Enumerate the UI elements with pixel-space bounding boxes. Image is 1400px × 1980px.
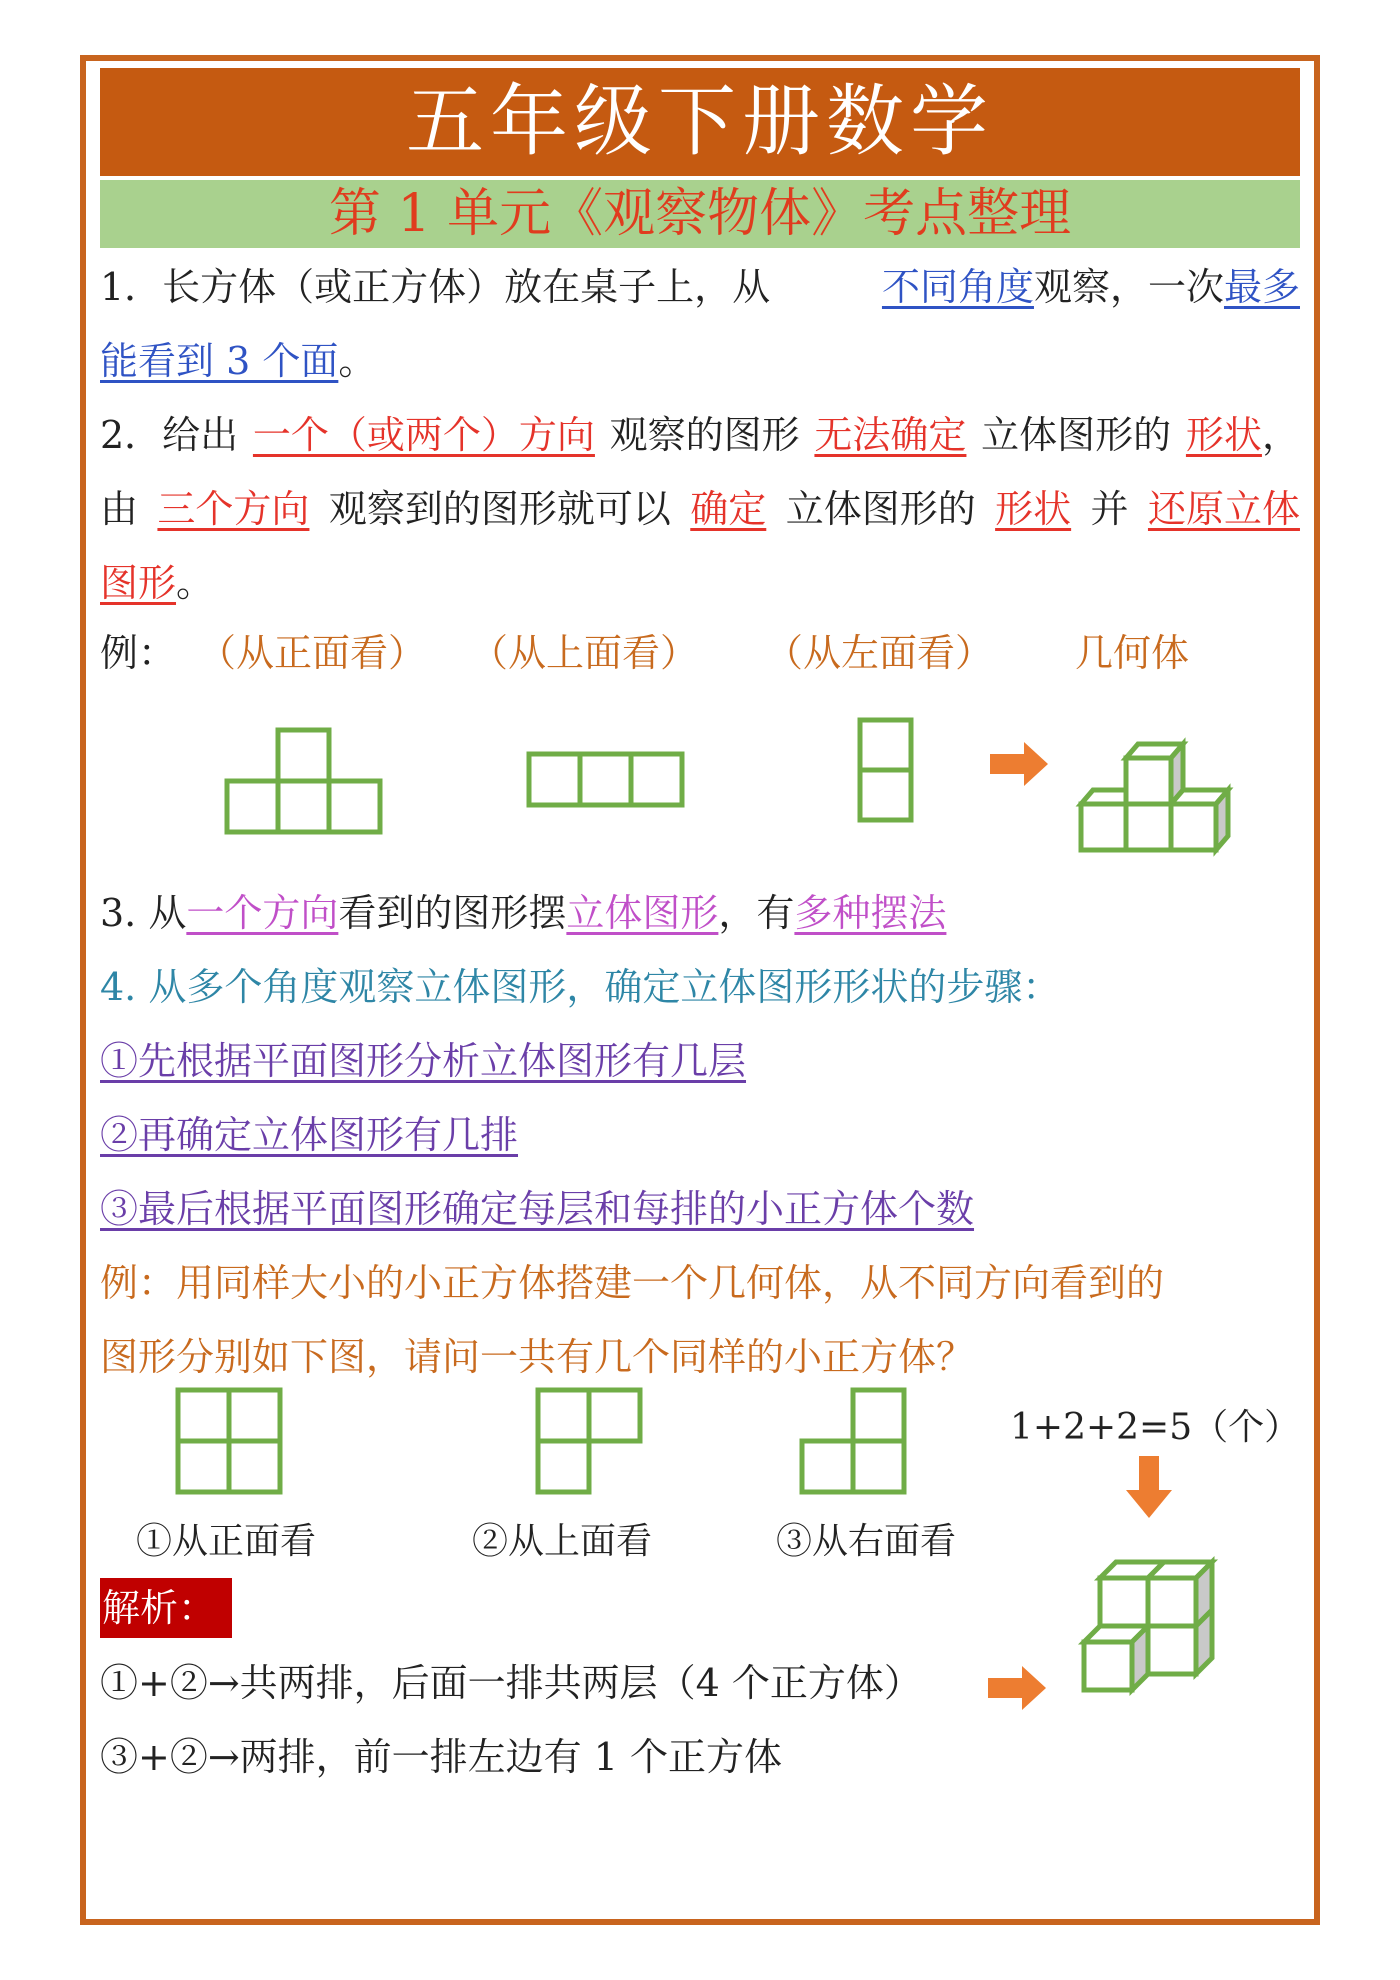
point2-underline-shape1: 形状	[1185, 413, 1262, 457]
analysis-line2: ③+②→两排，前一排左边有 1 个正方体	[100, 1735, 783, 1779]
example2-down-arrow-icon	[1126, 1456, 1176, 1520]
example2-question-line2: 图形分别如下图，请问一共有几个同样的小正方体？	[100, 1335, 975, 1379]
point3-line	[100, 876, 1300, 950]
point2-line2	[100, 472, 1300, 546]
point2-text3: ，	[1261, 413, 1300, 457]
point3-prefix: 3. 从	[100, 891, 187, 935]
point1-end: 。	[338, 339, 377, 383]
point2-text6: 立体图形的	[785, 487, 976, 531]
point1-mid: 观察，一次	[1033, 265, 1224, 309]
point4-heading: 4. 从多个角度观察立体图形，确定立体图形形状的步骤：	[100, 965, 1061, 1009]
example1-left-view-figure	[858, 718, 916, 824]
example1-label: 例：	[100, 631, 177, 675]
point1-line1	[100, 250, 1300, 324]
point1-underline-faces: 能看到 3 个面	[100, 339, 339, 383]
point4-step-2-text: ②再确定立体图形有几排	[100, 1113, 519, 1157]
point2-underline-three: 三个方向	[157, 487, 310, 531]
example1-view-front: （从正面看）	[198, 631, 427, 675]
point4-step-1	[100, 1024, 1300, 1098]
page-subtitle: 第 1 单元《观察物体》考点整理	[100, 180, 1300, 248]
example1-arrow-icon	[990, 742, 1050, 788]
point2-underline-cannot: 无法确定	[814, 413, 967, 457]
example1-view-left: （从左面看）	[765, 631, 994, 675]
example2-front-view-figure	[176, 1388, 286, 1496]
point2-line3	[100, 546, 1300, 620]
point2-underline-direction: 一个（或两个）方向	[252, 413, 595, 457]
point2-text5: 观察到的图形就可以	[328, 487, 671, 531]
point2-underline-determine: 确定	[690, 487, 767, 531]
example2-question-line1: 例：用同样大小的小正方体搭建一个几何体，从不同方向看到的	[100, 1261, 1165, 1305]
analysis-line1: ①+②→共两排，后面一排共两层（4 个正方体）	[100, 1661, 922, 1705]
point2-underline-shape2: 形状	[995, 487, 1072, 531]
example2-answer: 1+2+2=5（个）	[1010, 1407, 1301, 1448]
example1-view-top: （从上面看）	[470, 631, 699, 675]
example2-caption-top: ②从上面看	[472, 1521, 653, 1562]
analysis-arrow-icon	[988, 1666, 1048, 1712]
example1-solid-label: 几何体	[1075, 631, 1190, 675]
point2-text4: 由	[100, 487, 139, 531]
point2-text2: 立体图形的	[981, 413, 1172, 457]
point2-line1	[100, 398, 1300, 472]
point4-step-3-text: ③最后根据平面图形确定每层和每排的小正方体个数	[100, 1187, 975, 1231]
example1-solid-figure	[1078, 730, 1248, 855]
point3-underline-solid: 立体图形	[566, 891, 719, 935]
analysis-solid-figure	[1082, 1560, 1222, 1700]
point3-underline-ways: 多种摆法	[794, 891, 947, 935]
point3-underline-direction: 一个方向	[186, 891, 339, 935]
point3-text1: 看到的图形摆	[338, 891, 567, 935]
example2-right-view-figure	[800, 1388, 910, 1496]
point4-step-1-text: ①先根据平面图形分析立体图形有几层	[100, 1039, 747, 1083]
point2-text7: 并	[1090, 487, 1129, 531]
analysis-badge: 解析：	[100, 1578, 232, 1638]
point2-underline-restore: 还原立体	[1147, 487, 1300, 531]
point1-underline-most: 最多	[1223, 265, 1300, 309]
example2-top-view-figure	[536, 1388, 646, 1496]
point1-line2	[100, 324, 1300, 398]
point2-underline-figure: 图形	[100, 561, 177, 605]
point2-prefix: 2．给出	[100, 413, 239, 457]
example2-caption-front: ①从正面看	[136, 1521, 317, 1562]
point4-step-2	[100, 1098, 1300, 1172]
point1-underline-angle: 不同角度	[881, 265, 1034, 309]
example2-caption-right: ③从右面看	[776, 1521, 957, 1562]
point3-text2: ，有	[718, 891, 795, 935]
point4-step-3	[100, 1172, 1300, 1246]
page-title: 五年级下册数学	[100, 68, 1300, 176]
point1-prefix: 1．长方体（或正方体）放在桌子上，从	[100, 265, 771, 309]
example1-front-view-figure	[225, 728, 385, 838]
point2-text1: 观察的图形	[609, 413, 800, 457]
point2-end: 。	[176, 561, 215, 605]
example1-top-view-figure	[527, 752, 687, 808]
